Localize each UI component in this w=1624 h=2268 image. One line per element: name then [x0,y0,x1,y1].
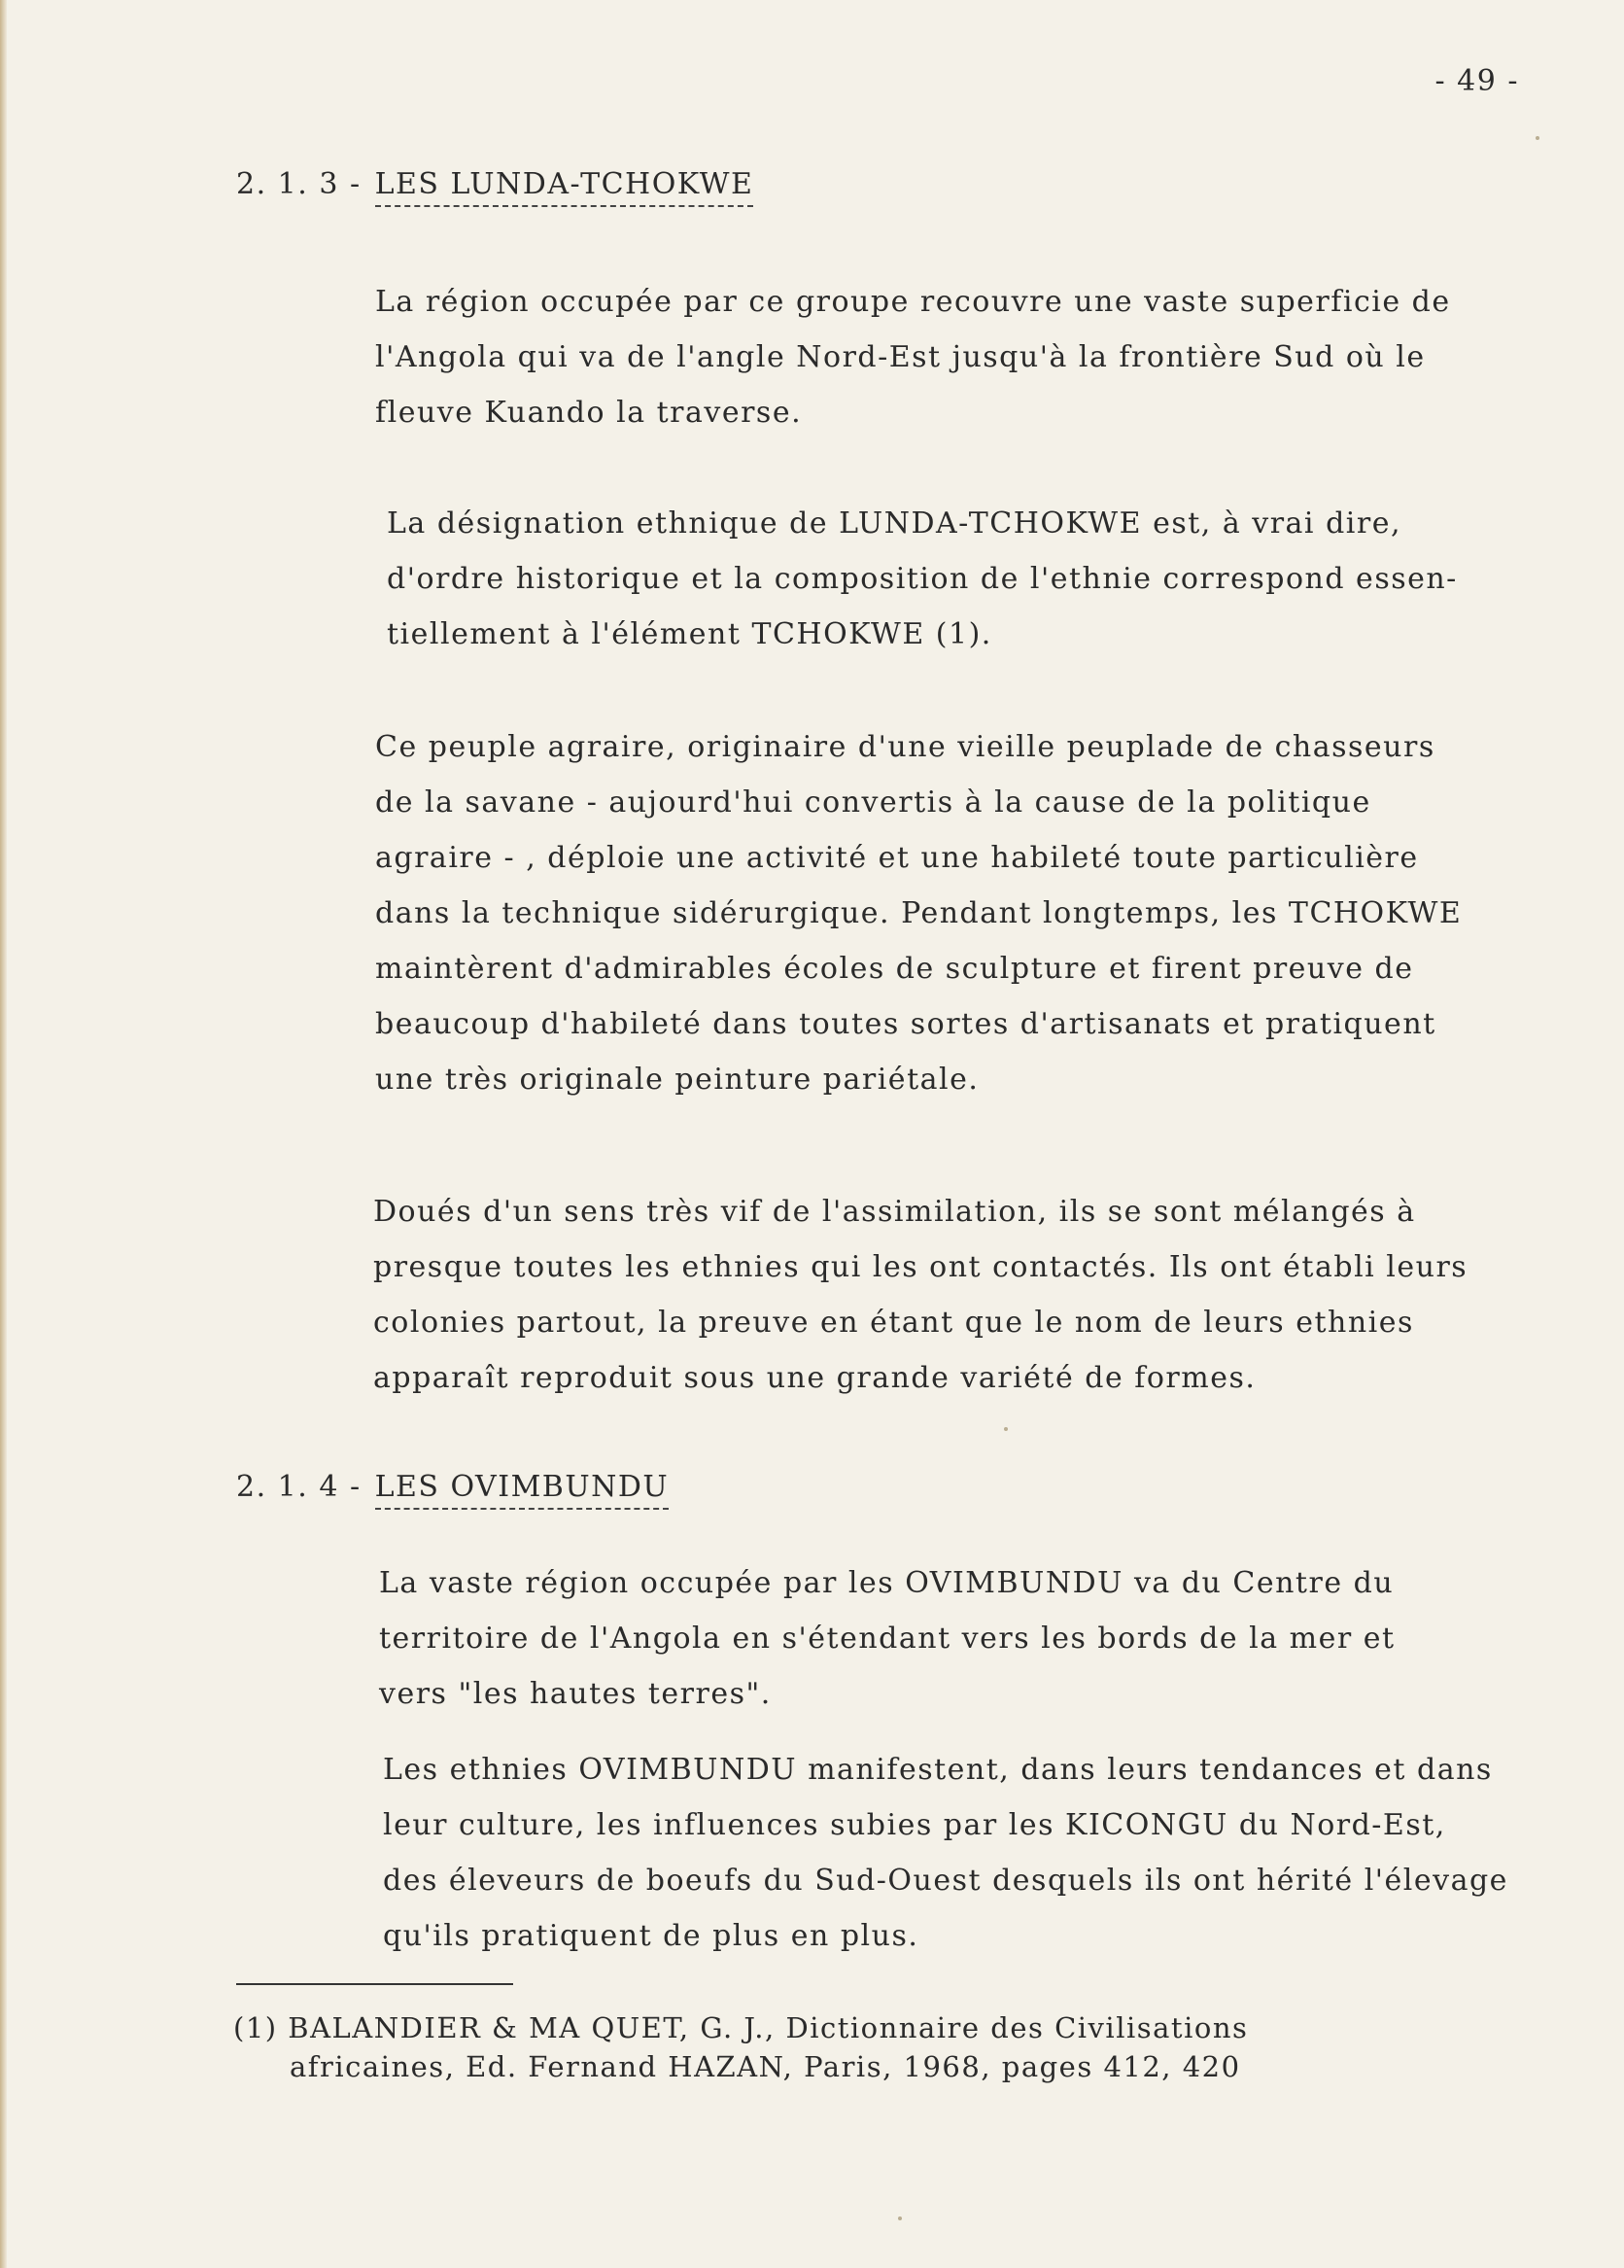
text-line: vers "les hautes terres". [379,1677,772,1711]
text-line: leur culture, les influences subies par les KICONGU du Nord-Est, [383,1808,1446,1842]
text-line: l'Angola qui va de l'angle Nord-Est jusqu'à la frontière Sud où le [375,340,1426,374]
text-line: fleuve Kuando la traverse. [375,396,803,430]
footnote-line: africaines, Ed. Fernand HAZAN, Paris, 1968, pages 412, 420 [290,2050,1241,2083]
text-line: beaucoup d'habileté dans toutes sortes d'artisanats et pratiquent [375,1007,1436,1041]
paragraph [373,1184,1468,1406]
page-number: - 49 - [1434,64,1519,98]
text-line: colonies partout, la preuve en étant que le nom de leurs ethnies [373,1306,1414,1340]
text-line: La désignation ethnique de LUNDA-TCHOKWE est, à vrai dire, [387,506,1401,541]
text-line: d'ordre historique et la composition de l'ethnie correspond essen- [387,562,1458,596]
section-heading-lunda-tchokwe [236,167,753,201]
text-line: La vaste région occupée par les OVIMBUNDU va du Centre du [379,1566,1395,1600]
section-number: 2. 1. 4 - [236,1470,362,1504]
footnote-rule [236,1983,513,1985]
text-line: dans la technique sidérurgique. Pendant longtemps, les TCHOKWE [375,896,1463,930]
paper-speck [1004,1427,1008,1431]
footnote [233,2008,1248,2086]
text-line: de la savane - aujourd'hui convertis à la cause de la politique [375,785,1371,820]
paper-speck [1536,136,1539,140]
text-line: Doués d'un sens très vif de l'assimilation, ils se sont mélangés à [373,1195,1416,1229]
section-number: 2. 1. 3 - [236,167,362,201]
footnote-line: (1) BALANDIER & MA QUET, G. J., Dictionnaire des Civilisations [233,2011,1249,2044]
text-line: Les ethnies OVIMBUNDU manifestent, dans leurs tendances et dans [383,1753,1493,1787]
text-line: tiellement à l'élément TCHOKWE (1). [387,617,992,651]
text-line: territoire de l'Angola en s'étendant vers les bords de la mer et [379,1622,1396,1656]
paragraph [375,274,1451,440]
text-line: une très originale peinture pariétale. [375,1063,980,1097]
text-line: La région occupée par ce groupe recouvre une vaste superficie de [375,285,1451,319]
section-heading-ovimbundu [236,1470,669,1504]
text-line: des éleveurs de boeufs du Sud-Ouest desquels ils ont hérité l'élevage [383,1864,1508,1898]
section-title: LES LUNDA-TCHOKWE [375,167,754,207]
text-line: qu'ils pratiquent de plus en plus. [383,1919,919,1953]
text-line: agraire - , déploie une activité et une habileté toute particulière [375,841,1419,875]
text-line: Ce peuple agraire, originaire d'une vieille peuplade de chasseurs [375,730,1435,764]
paragraph [375,719,1462,1107]
text-line: apparaît reproduit sous une grande variété de formes. [373,1361,1257,1395]
text-line: presque toutes les ethnies qui les ont contactés. Ils ont établi leurs [373,1250,1469,1284]
paragraph [379,1555,1396,1722]
page-edge [0,0,7,2268]
paragraph [383,1742,1508,1964]
paper-speck [898,2216,902,2220]
text-line: maintèrent d'admirables écoles de sculpture et firent preuve de [375,952,1414,986]
section-title: LES OVIMBUNDU [375,1470,670,1510]
paragraph [387,496,1458,662]
